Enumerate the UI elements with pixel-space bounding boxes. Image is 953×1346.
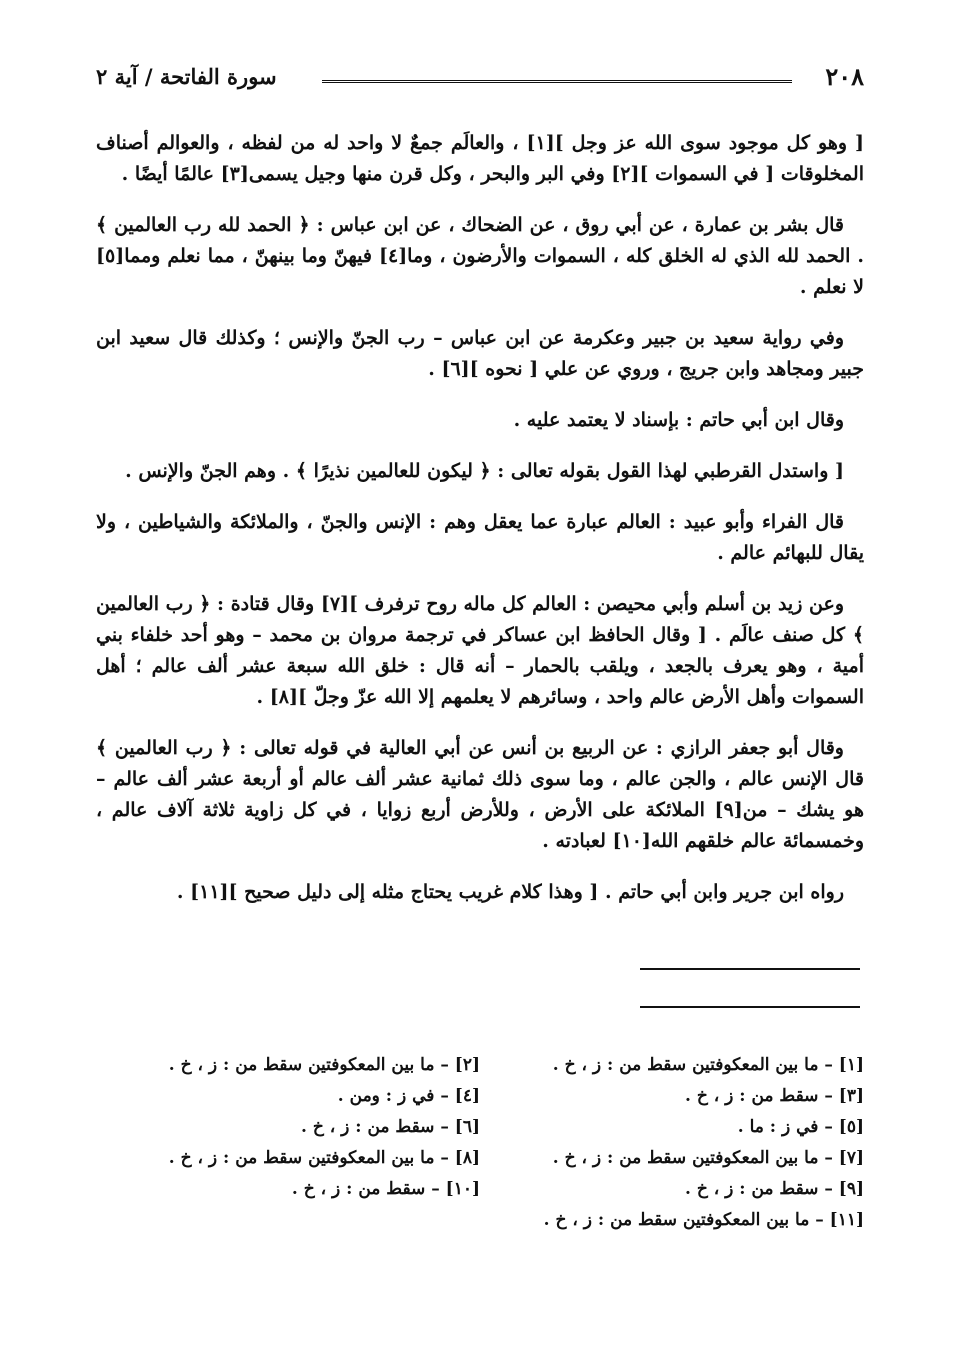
- separator-rule: [640, 1006, 860, 1008]
- paragraph: [ واستدل القرطبي لهذا القول بقوله تعالى : ﴿ ليكون للعالمين نذيرًا ﴾ . وهم الجنّ والإنس .: [125, 460, 844, 482]
- footnote-row: [96, 1112, 864, 1143]
- running-title: سورة الفاتحة / آية ٢: [96, 64, 277, 89]
- footnote-row: [96, 1174, 864, 1205]
- footnotes: [96, 1050, 864, 1236]
- paragraph: وفي رواية سعيد بن جبير وعكرمة عن ابن عباس – رب الجنّ والإنس ؛ وكذلك قال سعيد ابن جبير ومجاهد وابن جريج ، وروي عن علي [ نحوه ][٦] .: [96, 327, 864, 380]
- footnote: [٤] – في ز : ومن .: [337, 1086, 480, 1106]
- footnote: [٧] – ما بين المعكوفتين سقط من : ز ، خ .: [552, 1148, 864, 1168]
- footnote-separator: [640, 968, 860, 1008]
- header-rule: [322, 80, 792, 83]
- footnote-row: [96, 1050, 864, 1081]
- paragraph: وقال ابن أبي حاتم : بإسناد لا يعتمد عليه .: [513, 409, 844, 431]
- footnote: [٣] – سقط من : ز ، خ .: [685, 1086, 864, 1106]
- footnote-row: [96, 1143, 864, 1174]
- footnote: [٢] – ما بين المعكوفتين سقط من : ز ، خ .: [168, 1055, 480, 1075]
- footnote-row: [96, 1081, 864, 1112]
- paragraph: رواه ابن جرير وابن أبي حاتم . [ وهذا كلام غريب يحتاج مثله إلى دليل صحيح ][١١] .: [176, 881, 844, 903]
- separator-rule: [640, 968, 860, 970]
- footnote: [٩] – سقط من : ز ، خ .: [685, 1179, 864, 1199]
- footnote: [٨] – ما بين المعكوفتين سقط من : ز ، خ .: [168, 1148, 480, 1168]
- footnote-row: [96, 1205, 864, 1236]
- paragraph: وقال أبو جعفر الرازي : عن الربيع بن أنس عن أبي العالية في قوله تعالى : ﴿ رب العالمين ﴾ قال الإنس عالم ، والجن عالم ، وما سوى ذلك ثمانية عشر ألف عالم أو أربعة عشر ألف عالم – هو يشك – من[٩] الملائكة على الأرض ، وللأرض أربع زوايا ، في كل زاوية ثلاثة آلاف عالم ، وخمسمائة عالم خلقهم الله[١٠] لعبادته .: [96, 737, 865, 852]
- footnote: [٦] – سقط من : ز ، خ .: [301, 1117, 480, 1137]
- footnote: [٥] – في ز : ما .: [737, 1117, 864, 1137]
- footnote: [96, 1205, 480, 1236]
- paragraph: [ وهو كل موجود سوى الله عز وجل ][١] ، والعالَم جمعٌ لا واحد له من لفظه ، والعوالم أصناف المخلوقات [ في السموات ][٢] وفي البر والبحر ، وكل قرن منها وجيل يسمى[٣] عالمًا أيضًا .: [96, 132, 864, 185]
- footnote: [١] – ما بين المعكوفتين سقط من : ز ، خ .: [552, 1055, 864, 1075]
- main-text: [96, 128, 864, 928]
- page-number: ٢٠٨: [825, 62, 864, 91]
- paragraph: قال بشر بن عمارة ، عن أبي روق ، عن الضحاك ، عن ابن عباس : ﴿ الحمد لله رب العالمين ﴾ . الحمد لله الذي له الخلق كله ، السموات والأرضون ، وما[٤] فيهنّ وما بينهنّ ، مما نعلم ومما[٥] لا نعلم .: [96, 214, 864, 298]
- paragraph: وعن زيد بن أسلم وأبي محيصن : العالم كل ماله روح ترفرف ][٧] وقال قتادة : ﴿ رب العالمين ﴾ كل صنف عالَم . [ وقال الحافظ ابن عساكر في ترجمة مروان بن محمد – وهو أحد خلفاء بني أمية ، وهو يعرف بالجعد ، ويلقب بالحمار – أنه قال : خلق الله سبعة عشر ألف عالم ؛ أهل السموات وأهل الأرض عالم واحد ، وسائرهم لا يعلمهم إلا الله عزّ وجلّ ][٨] .: [96, 593, 864, 708]
- footnote: [١١] – ما بين المعكوفتين سقط من : ز ، خ .: [543, 1210, 864, 1230]
- footnote: [١٠] – سقط من : ز ، خ .: [291, 1179, 480, 1199]
- paragraph: قال الفراء وأبو عبيد : العالم عبارة عما يعقل وهم : الإنس والجنّ ، والملائكة والشياطين ، ولا يقال للبهائم عالم .: [96, 511, 864, 564]
- page-header: [96, 60, 864, 100]
